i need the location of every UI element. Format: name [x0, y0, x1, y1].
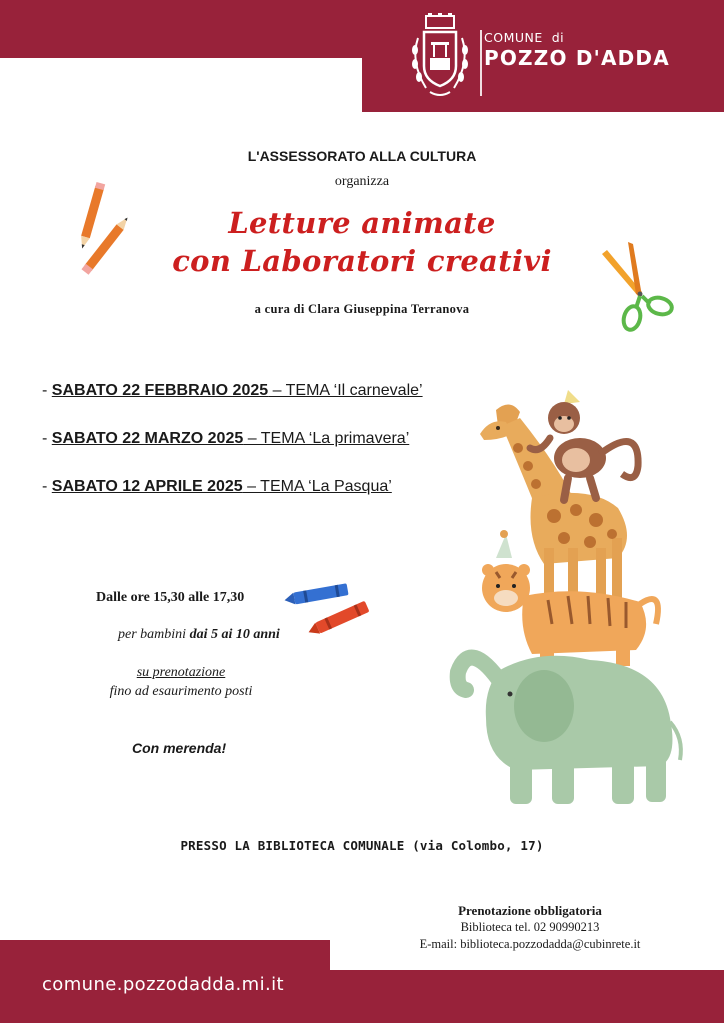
booking-email: E-mail: biblioteca.pozzodadda@cubinrete.it [419, 937, 641, 951]
coat-of-arms-icon [404, 12, 476, 102]
booking-note: su prenotazione [136, 665, 226, 680]
elephant-icon [458, 656, 681, 804]
date-label: SABATO 12 APRILE 2025 [51, 478, 243, 495]
municipality-logo [404, 12, 704, 104]
footer-website-link[interactable]: comune.pozzodadda.mi.it [42, 974, 284, 995]
event-ages: per bambini dai 5 ai 10 anni [118, 627, 280, 642]
date-label: SABATO 22 MARZO 2025 [51, 430, 244, 447]
availability-note: fino ad esaurimento posti [109, 684, 253, 699]
booking-title: Prenotazione obbligatoria [458, 903, 602, 918]
stacked-animals-illustration [440, 388, 690, 818]
scissors-icon [598, 238, 682, 336]
event-title-line2: con Laboratori creativi [172, 244, 552, 278]
pencils-icon [70, 180, 130, 290]
date-item: - SABATO 22 FEBBRAIO 2025 – TEMA ‘Il carnevale’ [42, 382, 423, 399]
snack-note: Con merenda! [132, 740, 227, 756]
date-label: SABATO 22 FEBBRAIO 2025 [51, 382, 269, 399]
event-title-line1: Letture animate [228, 206, 496, 240]
venue: PRESSO LA BIBLIOTECA COMUNALE (via Colombo, 17) [180, 838, 544, 853]
event-hours: Dalle ore 15,30 alle 17,30 [96, 590, 245, 605]
date-item: - SABATO 22 MARZO 2025 – TEMA ‘La primavera’ [42, 430, 410, 447]
logo-prefix: COMUNE di [484, 30, 565, 45]
event-dates [42, 382, 423, 526]
organizer: L'ASSESSORATO ALLA CULTURA [247, 148, 477, 164]
date-item: - SABATO 12 APRILE 2025 – TEMA ‘La Pasqua’ [42, 478, 392, 495]
booking-phone: Biblioteca tel. 02 90990213 [460, 920, 600, 934]
logo-divider [480, 30, 482, 96]
crayons-icon [280, 578, 376, 640]
organizer-verb: organizza [334, 174, 390, 189]
date-theme: – TEMA ‘La Pasqua’ [242, 478, 392, 495]
date-theme: – TEMA ‘La primavera’ [243, 430, 410, 447]
date-theme: – TEMA ‘Il carnevale’ [268, 382, 423, 399]
curator: a cura di Clara Giuseppina Terranova [254, 302, 470, 316]
logo-name: POZZO D'ADDA [484, 46, 670, 70]
